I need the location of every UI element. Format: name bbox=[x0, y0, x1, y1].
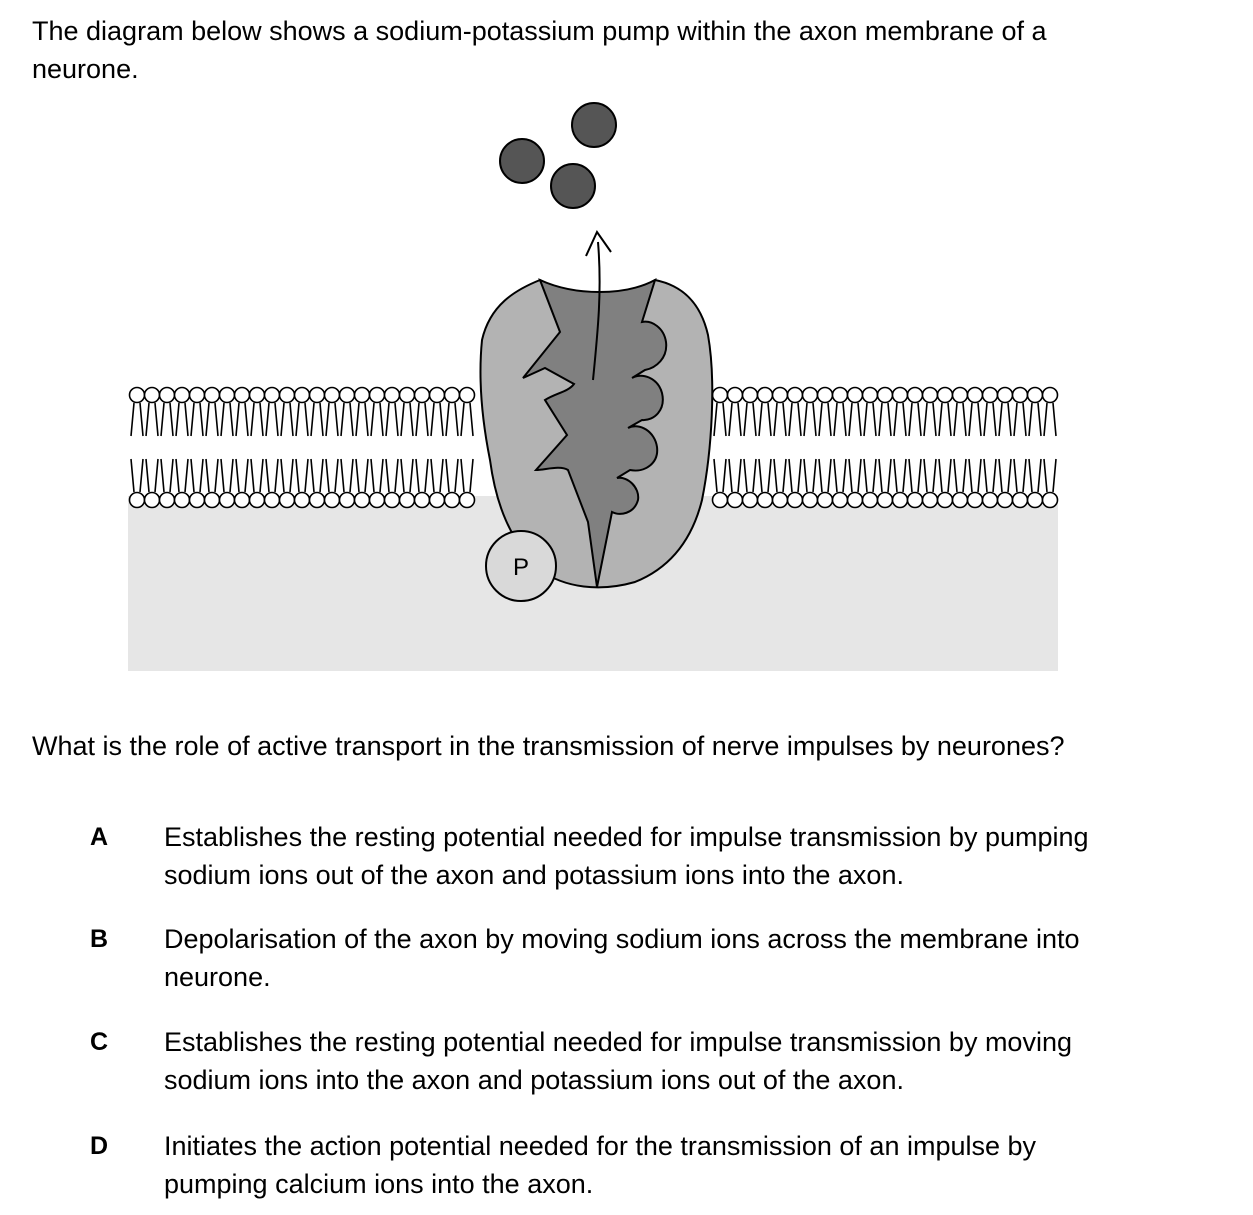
fatty-acid-tail bbox=[789, 459, 801, 492]
fatty-acid-tail bbox=[1014, 403, 1026, 436]
phospholipid-head bbox=[968, 493, 983, 508]
fatty-acid-tail bbox=[924, 459, 936, 492]
option-letter: C bbox=[89, 1028, 109, 1056]
phospholipid-head bbox=[878, 388, 893, 403]
fatty-acid-tail bbox=[296, 403, 308, 436]
fatty-acid-tail bbox=[146, 459, 158, 492]
phospholipid-head bbox=[295, 493, 310, 508]
fatty-acid-tail bbox=[281, 403, 293, 436]
phospholipid-head bbox=[1043, 388, 1058, 403]
phospholipid-head bbox=[803, 493, 818, 508]
phospholipid-head bbox=[430, 388, 445, 403]
phospholipid-head bbox=[728, 493, 743, 508]
fatty-acid-tail bbox=[864, 403, 876, 436]
fatty-acid-tail bbox=[729, 403, 741, 436]
fatty-acid-tail bbox=[386, 403, 398, 436]
fatty-acid-tail bbox=[714, 459, 726, 492]
fatty-acid-tail bbox=[849, 403, 861, 436]
fatty-acid-tail bbox=[909, 403, 921, 436]
fatty-acid-tail bbox=[969, 403, 981, 436]
phosphate-label: P bbox=[512, 554, 530, 581]
fatty-acid-tail bbox=[311, 403, 323, 436]
phospholipid-head bbox=[803, 388, 818, 403]
phospholipid-head bbox=[863, 388, 878, 403]
fatty-acid-tail bbox=[326, 459, 338, 492]
fatty-acid-tail bbox=[311, 459, 323, 492]
option-text: Establishes the resting potential needed for impulse transmission by pumping sodium ions out of the axon and potassium ions into the axon. bbox=[164, 822, 1089, 890]
fatty-acid-tail bbox=[1029, 459, 1041, 492]
fatty-acid-tail bbox=[386, 459, 398, 492]
fatty-acid-tail bbox=[341, 459, 353, 492]
phospholipid-head bbox=[265, 388, 280, 403]
fatty-acid-tail bbox=[146, 403, 158, 436]
fatty-acid-tail bbox=[251, 403, 263, 436]
phospholipid-head bbox=[295, 388, 310, 403]
phospholipid-head bbox=[923, 388, 938, 403]
option-text: Depolarisation of the axon by moving sodium ions across the membrane into neurone. bbox=[164, 924, 1080, 992]
fatty-acid-tail bbox=[446, 459, 458, 492]
phospholipid-head bbox=[713, 388, 728, 403]
fatty-acid-tail bbox=[834, 403, 846, 436]
phospholipid-head bbox=[1043, 493, 1058, 508]
fatty-acid-tail bbox=[909, 459, 921, 492]
fatty-acid-tail bbox=[371, 459, 383, 492]
phospholipid-head bbox=[758, 388, 773, 403]
fatty-acid-tail bbox=[759, 459, 771, 492]
fatty-acid-tail bbox=[431, 403, 443, 436]
phospholipid-head bbox=[998, 493, 1013, 508]
fatty-acid-tail bbox=[281, 459, 293, 492]
phospholipid-head bbox=[728, 388, 743, 403]
phospholipid-head bbox=[968, 388, 983, 403]
fatty-acid-tail bbox=[804, 403, 816, 436]
fatty-acid-tail bbox=[266, 403, 278, 436]
option-letter: B bbox=[89, 925, 109, 953]
fatty-acid-tail bbox=[774, 403, 786, 436]
phospholipid-head bbox=[983, 388, 998, 403]
fatty-acid-tail bbox=[984, 403, 996, 436]
fatty-acid-tail bbox=[356, 459, 368, 492]
phospholipid-head bbox=[788, 388, 803, 403]
fatty-acid-tail bbox=[401, 403, 413, 436]
ion-3 bbox=[551, 164, 595, 208]
fatty-acid-tail bbox=[1014, 459, 1026, 492]
fatty-acid-tail bbox=[341, 403, 353, 436]
phospholipid-head bbox=[923, 493, 938, 508]
phospholipid-head bbox=[758, 493, 773, 508]
phospholipid-head bbox=[848, 493, 863, 508]
phospholipid-head bbox=[833, 388, 848, 403]
fatty-acid-tail bbox=[939, 403, 951, 436]
phospholipid-head bbox=[190, 388, 205, 403]
fatty-acid-tail bbox=[804, 459, 816, 492]
phospholipid-head bbox=[235, 388, 250, 403]
fatty-acid-tail bbox=[984, 459, 996, 492]
fatty-acid-tail bbox=[461, 459, 473, 492]
phospholipid-head bbox=[385, 493, 400, 508]
fatty-acid-tail bbox=[939, 459, 951, 492]
option-text: Initiates the action potential needed for the transmission of an impulse by pumping calcium ions into the axon. bbox=[164, 1131, 1037, 1199]
phospholipid-head bbox=[743, 493, 758, 508]
option-letter: D bbox=[89, 1132, 109, 1160]
phospholipid-head bbox=[460, 388, 475, 403]
phospholipid-head bbox=[190, 493, 205, 508]
fatty-acid-tail bbox=[251, 459, 263, 492]
fatty-acid-tail bbox=[1029, 403, 1041, 436]
phospholipid-head bbox=[385, 388, 400, 403]
fatty-acid-tail bbox=[864, 459, 876, 492]
phospholipid-head bbox=[310, 493, 325, 508]
phospholipid-head bbox=[265, 493, 280, 508]
fatty-acid-tail bbox=[326, 403, 338, 436]
fatty-acid-tail bbox=[176, 403, 188, 436]
fatty-acid-tail bbox=[819, 403, 831, 436]
phospholipid-head bbox=[280, 493, 295, 508]
ion-1 bbox=[572, 103, 616, 147]
phospholipid-head bbox=[400, 493, 415, 508]
phospholipid-head bbox=[220, 388, 235, 403]
phospholipid-head bbox=[310, 388, 325, 403]
phospholipid-head bbox=[325, 388, 340, 403]
ion-2 bbox=[500, 139, 544, 183]
phospholipid-head bbox=[938, 493, 953, 508]
fatty-acid-tail bbox=[206, 459, 218, 492]
phospholipid-head bbox=[953, 388, 968, 403]
phospholipid-head bbox=[1028, 493, 1043, 508]
phospholipid-head bbox=[145, 493, 160, 508]
phospholipid-head bbox=[280, 388, 295, 403]
fatty-acid-tail bbox=[969, 459, 981, 492]
phospholipid-head bbox=[788, 493, 803, 508]
option-letter: A bbox=[89, 823, 109, 851]
phospholipid-head bbox=[878, 493, 893, 508]
phospholipid-head bbox=[340, 388, 355, 403]
phospholipid-head bbox=[983, 493, 998, 508]
phospholipid-head bbox=[340, 493, 355, 508]
fatty-acid-tail bbox=[1044, 459, 1056, 492]
phospholipid-head bbox=[205, 388, 220, 403]
pump-diagram bbox=[0, 90, 1253, 690]
fatty-acid-tail bbox=[236, 403, 248, 436]
phospholipid-head bbox=[400, 388, 415, 403]
fatty-acid-tail bbox=[416, 459, 428, 492]
phospholipid-head bbox=[818, 388, 833, 403]
fatty-acid-tail bbox=[834, 459, 846, 492]
fatty-acid-tail bbox=[879, 459, 891, 492]
phospholipid-head bbox=[1028, 388, 1043, 403]
option-text: Establishes the resting potential needed for impulse transmission by moving sodium ions into the axon and potassium ions out of the axon. bbox=[164, 1027, 1072, 1095]
fatty-acid-tail bbox=[879, 403, 891, 436]
intro-text: The diagram below shows a sodium-potassium pump within the axon membrane of a neurone. bbox=[32, 16, 1047, 84]
phospholipid-head bbox=[833, 493, 848, 508]
fatty-acid-tail bbox=[131, 403, 143, 436]
fatty-acid-tail bbox=[789, 403, 801, 436]
fatty-acid-tail bbox=[729, 459, 741, 492]
phospholipid-head bbox=[445, 388, 460, 403]
question-text: What is the role of active transport in the transmission of nerve impulses by neurones? bbox=[32, 731, 1065, 761]
fatty-acid-tail bbox=[954, 403, 966, 436]
phospholipid-head bbox=[773, 493, 788, 508]
phospholipid-head bbox=[445, 493, 460, 508]
fatty-acid-tail bbox=[356, 403, 368, 436]
fatty-acid-tail bbox=[849, 459, 861, 492]
fatty-acid-tail bbox=[744, 459, 756, 492]
phospholipid-head bbox=[250, 493, 265, 508]
fatty-acid-tail bbox=[954, 459, 966, 492]
fatty-acid-tail bbox=[894, 459, 906, 492]
phospholipid-head bbox=[1013, 388, 1028, 403]
fatty-acid-tail bbox=[161, 403, 173, 436]
phospholipid-head bbox=[325, 493, 340, 508]
phospholipid-head bbox=[250, 388, 265, 403]
phospholipid-head bbox=[175, 493, 190, 508]
fatty-acid-tail bbox=[221, 403, 233, 436]
fatty-acid-tail bbox=[161, 459, 173, 492]
fatty-acid-tail bbox=[924, 403, 936, 436]
phospholipid-head bbox=[460, 493, 475, 508]
fatty-acid-tail bbox=[371, 403, 383, 436]
phospholipid-head bbox=[160, 493, 175, 508]
phospholipid-head bbox=[430, 493, 445, 508]
phospholipid-head bbox=[998, 388, 1013, 403]
fatty-acid-tail bbox=[714, 403, 726, 436]
fatty-acid-tail bbox=[894, 403, 906, 436]
fatty-acid-tail bbox=[416, 403, 428, 436]
phospholipid-head bbox=[370, 388, 385, 403]
phospholipid-head bbox=[355, 388, 370, 403]
fatty-acid-tail bbox=[461, 403, 473, 436]
fatty-acid-tail bbox=[236, 459, 248, 492]
phospholipid-head bbox=[863, 493, 878, 508]
phospholipid-head bbox=[355, 493, 370, 508]
fatty-acid-tail bbox=[401, 459, 413, 492]
fatty-acid-tail bbox=[774, 459, 786, 492]
fatty-acid-tail bbox=[221, 459, 233, 492]
phospholipid-head bbox=[130, 388, 145, 403]
phospholipid-head bbox=[1013, 493, 1028, 508]
phospholipid-head bbox=[848, 388, 863, 403]
fatty-acid-tail bbox=[431, 459, 443, 492]
phospholipid-head bbox=[220, 493, 235, 508]
phospholipid-head bbox=[893, 493, 908, 508]
phospholipid-head bbox=[773, 388, 788, 403]
phospholipid-head bbox=[893, 388, 908, 403]
phospholipid-head bbox=[235, 493, 250, 508]
phospholipid-head bbox=[713, 493, 728, 508]
phospholipid-head bbox=[205, 493, 220, 508]
phospholipid-head bbox=[908, 388, 923, 403]
phospholipid-head bbox=[415, 493, 430, 508]
fatty-acid-tail bbox=[744, 403, 756, 436]
phospholipid-head bbox=[415, 388, 430, 403]
phospholipid-head bbox=[370, 493, 385, 508]
fatty-acid-tail bbox=[176, 459, 188, 492]
phospholipid-head bbox=[908, 493, 923, 508]
phospholipid-head bbox=[130, 493, 145, 508]
phospholipid-head bbox=[160, 388, 175, 403]
phospholipid-head bbox=[818, 493, 833, 508]
fatty-acid-tail bbox=[999, 403, 1011, 436]
phospholipid-head bbox=[145, 388, 160, 403]
fatty-acid-tail bbox=[296, 459, 308, 492]
fatty-acid-tail bbox=[266, 459, 278, 492]
fatty-acid-tail bbox=[999, 459, 1011, 492]
fatty-acid-tail bbox=[759, 403, 771, 436]
fatty-acid-tail bbox=[131, 459, 143, 492]
phospholipid-head bbox=[953, 493, 968, 508]
phospholipid-head bbox=[938, 388, 953, 403]
fatty-acid-tail bbox=[446, 403, 458, 436]
fatty-acid-tail bbox=[206, 403, 218, 436]
fatty-acid-tail bbox=[191, 459, 203, 492]
fatty-acid-tail bbox=[191, 403, 203, 436]
phospholipid-head bbox=[743, 388, 758, 403]
fatty-acid-tail bbox=[819, 459, 831, 492]
phospholipid-head bbox=[175, 388, 190, 403]
fatty-acid-tail bbox=[1044, 403, 1056, 436]
